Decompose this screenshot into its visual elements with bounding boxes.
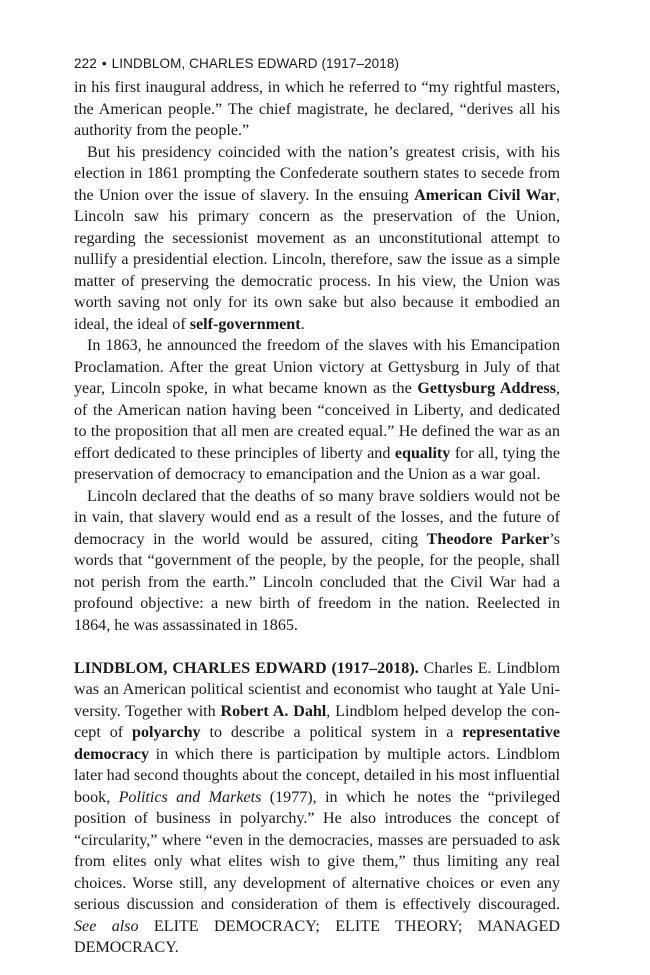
bold-term: equality — [394, 444, 451, 462]
text-run: (1977), in which he notes the “privileged position of business in polyarchy.” He also introduces the concept of “circularity,” where “even in the democracies, masses are persuaded to ask from elites only what elites wish to give them,” thus limiting any real choices. Worse still, any development of alternative choices or even any serious discussion and consideration of them is effectively discouraged. — [74, 788, 561, 913]
text-run: In 1863, he announced the freedom of the slaves with his Emancipation Proclamation. After the great Union victory at Gettysburg in July of that year, Lincoln spoke, in what became known as the — [74, 337, 560, 397]
bold-term: Theodore Parker — [426, 530, 550, 548]
text-run: , Lincoln saw his primary concern as the preservation of the Union, regarding the secessionist movement as an unconstitutional attempt to nullify a presidential election. Lincoln, therefore, saw the issue as a simple matter of preserving the democratic process. In his view, the Union was worth saving not only for its own sake but also because it embodied an ideal, the ideal of — [74, 186, 560, 333]
page-number: 222 — [74, 56, 97, 71]
text-run: ELITE DEMOCRACY; ELITE THEORY; MANAGED DEMOCRACY. — [74, 917, 560, 956]
running-head-title: LINDBLOM, CHARLES EDWARD (1917–2018) — [111, 56, 400, 71]
bold-term: representative democracy — [74, 724, 560, 763]
text-run: But his presidency coincided with the nation’s greatest crisis, with his election in 1861 prompting the Confederate southern states to secede from the Union over the issue of slavery. In the ensuing — [74, 143, 560, 204]
italic-text: Politics and Markets — [118, 788, 262, 806]
text-run: in which there is participation by multiple actors. Lindblom later had second thoughts about the concept, detailed in his most influential book, — [74, 745, 560, 806]
bold-term: Robert A. Dahl — [220, 702, 327, 720]
body-paragraph — [74, 486, 560, 637]
text-run: , of the American nation having been “conceived in Liberty, and dedicated to the proposition that all men are created equal.” He defined the war as an effort dedicated to these principles of liberty and — [74, 380, 560, 462]
text-run: Charles E. Lindblom was an American political scientist and economist who taught at Yale University. Together with — [74, 659, 560, 720]
text-run: Lincoln declared that the deaths of so many brave soldiers would not be in vain, that slavery would end as a result of the losses, and the future of democracy in the world would be assured, citing — [74, 487, 560, 548]
body-paragraph — [74, 335, 560, 486]
bold-term: self-government — [189, 315, 301, 333]
running-head — [74, 56, 560, 71]
book-page — [74, 56, 560, 959]
text-run: ’s words that “government of the people, by the people, for the people, shall not perish from the earth.” Lincoln concluded that the Civil War had a profound objective: a new birth of freedom in the nation. Reelected in 1864, he was assassinated in 1865. — [74, 530, 560, 634]
italic-text: See also — [74, 917, 139, 935]
dictionary-entry-paragraph — [74, 658, 560, 959]
text-run: , Lindblom helped develop the concept of — [74, 702, 560, 741]
bold-term: LINDBLOM, CHARLES EDWARD (1917–2018). — [74, 659, 419, 677]
body-text — [74, 77, 560, 959]
body-paragraph — [74, 77, 560, 142]
text-run: to describe a political system in a — [200, 724, 463, 741]
body-paragraph — [74, 142, 560, 336]
bullet-separator: • — [101, 56, 107, 71]
text-run: for all, tying the preservation of democracy to emancipation and the Union as a war goal. — [74, 444, 560, 483]
bold-term: American Civil War — [414, 186, 556, 204]
text-run: . — [300, 315, 305, 333]
bold-term: Gettysburg Address — [417, 380, 556, 397]
text-run: in his first inaugural address, in which he referred to “my rightful masters, the American people.” The chief magistrate, he declared, “derives all his authority from the people.” — [74, 79, 560, 139]
bold-term: polyarchy — [132, 724, 201, 741]
